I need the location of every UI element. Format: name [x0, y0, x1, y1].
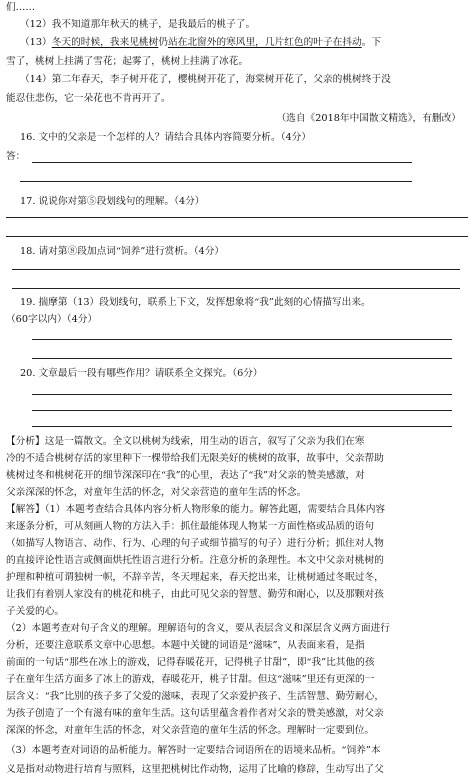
paragraph-14-line-2: 能忍住悲伤，它一朵花也不肯再开了。: [6, 93, 171, 104]
answer-line[interactable]: [6, 217, 468, 218]
analysis-line: 父亲深深的怀念，对童年生活的怀念，对父亲营造的童年生活的怀念。: [6, 487, 307, 498]
analysis-line: 前面的一句话“那些在冰上的游戏，记得春暖花开，记得桃子甘甜”，即“我”比其他的孩: [6, 657, 375, 668]
answer-line[interactable]: [20, 181, 412, 182]
analysis-line: （3）本题考查对词语的品析能力。解答时一定要结合词语所在的语境来品析。“饲养”本: [6, 745, 381, 756]
analysis-line: 【解答】（1）本题考查结合具体内容分析人物形象的能力。解答此题，需要结合具体内容: [6, 504, 386, 515]
analysis-line: 的直接评论性语言或侧面烘托性语言进行分析。注意分析的条理性。本文中父亲对桃树的: [6, 555, 384, 566]
analysis-line: 让我们有着别人家没有的桃花和桃子，由此可见父亲的智慧、勤劳和耐心，以及那颗对孩: [6, 589, 384, 600]
question-17: 17. 说说你对第⑤段划线句的理解。（4分）: [20, 196, 205, 207]
answer-line[interactable]: [32, 410, 452, 411]
paragraph-13-line-2: 雪了，桃树上挂满了雪花；起雾了，桃树上挂满了冰花。: [6, 56, 249, 67]
analysis-line: 【分析】这是一篇散文。全文以桃树为线索，用生动的语言，叙写了父亲为我们在寒: [6, 436, 365, 447]
analysis-line: 子关爱的心。: [6, 606, 65, 617]
underlined-sentence-part-2: 站在北窗外的寒风里，几片红色的叶子在抖动: [167, 37, 362, 48]
paragraph-14-line-1: （14）第二年春天，李子树开花了，樱桃树开花了，海棠树开花了，父亲的桃树终于没: [20, 74, 391, 85]
answer-line[interactable]: [12, 288, 460, 289]
analysis-line: 层含义：“我”比别的孩子多了父爱的滋味，表现了父亲爱护孩子、生活智慧、勤劳耐心，: [6, 691, 385, 702]
paragraph-13-end: 。下: [361, 37, 382, 48]
answer-line[interactable]: [32, 426, 452, 427]
analysis-line: 深深的怀念，对童年生活的怀念，对父亲营造的童年生活的怀念。理解时一定要到位。: [6, 725, 375, 736]
answer-line[interactable]: [12, 269, 460, 270]
analysis-line: 分析，还要注意联系文章中心思想。本题中关键的词语是“滋味”，从表面来看，是指: [6, 640, 365, 651]
analysis-line: 来逐条分析，可从刻画人物的方法入手：抓住最能体现人物某一方面性格或品质的语句: [6, 521, 375, 532]
paragraph-13-line-1: [20, 35, 467, 50]
analysis-line: 桃树过冬和桃树花开的细节深深印在“我”的心里，表达了“我”对父亲的赞美感激，对: [6, 470, 365, 481]
answer-label: 答：: [6, 151, 26, 162]
analysis-line: 为孩子创造了一个有滋有味的童年生活。这句话里蕴含着作者对父亲的赞美感激，对父亲: [6, 708, 384, 719]
answer-line[interactable]: [32, 339, 452, 340]
underlined-sentence-part-1: 冬天的时候，我来见桃树: [51, 37, 159, 48]
analysis-line: （如描写人物语言、动作、行为、心理的句子或细节描写的句子）进行分析；抓住对人物: [6, 538, 384, 549]
analysis-line: 义是指对动物进行培育与照料，这里把桃树比作动物，运用了比喻的修辞，生动写出了父: [6, 764, 384, 775]
answer-line[interactable]: [32, 394, 452, 395]
answer-line[interactable]: [6, 236, 468, 237]
question-18: 18. 请对第⑧段加点词“饲养”进行赏析。（4分）: [20, 246, 225, 257]
analysis-line: 冷的不适合桃树存活的家里种下一棵带给我们无限美好的桃树的故事，故事中，父亲帮助: [6, 453, 384, 464]
analysis-line: （2）本题考查对句子含义的理解。理解语句的含义，要从表层含义和深层含义两方面进行: [6, 623, 390, 634]
question-19-line-2: （60字以内）（4分）: [6, 314, 98, 325]
question-16: 16. 文中的父亲是一个怎样的人？请结合具体内容简要分析。（4分）: [20, 132, 312, 143]
passage-source: （选自《2018年中国散文精选》，有删改）: [276, 113, 461, 124]
question-20: 20. 文章最后一段有哪些作用？请联系全文探究。（6分）: [20, 368, 263, 379]
answer-line[interactable]: [32, 358, 452, 359]
paragraph-13-mid: 仍: [158, 37, 168, 48]
analysis-line: 护理和种植可谓独树一帜，不辞辛苦，冬天埋起来，春天挖出来，让桃树通过冬眠过冬，: [6, 572, 384, 583]
analysis-line: 子在童年生活方面多了冰上的游戏，春暖花开，桃子甘甜。但这“滋味”里还有更深的一: [6, 674, 375, 685]
paragraph-12: （12）我不知道那年秋天的桃子，是我最后的桃子了。: [20, 19, 256, 30]
question-19-line-1: 19. 揣摩第（13）段划线句，联系上下文，发挥想象将“我”此刻的心情描写出来。: [20, 297, 371, 308]
passage-fragment: 们……: [6, 2, 36, 13]
paragraph-13-number: （13）: [20, 37, 52, 48]
answer-line[interactable]: [32, 162, 412, 163]
